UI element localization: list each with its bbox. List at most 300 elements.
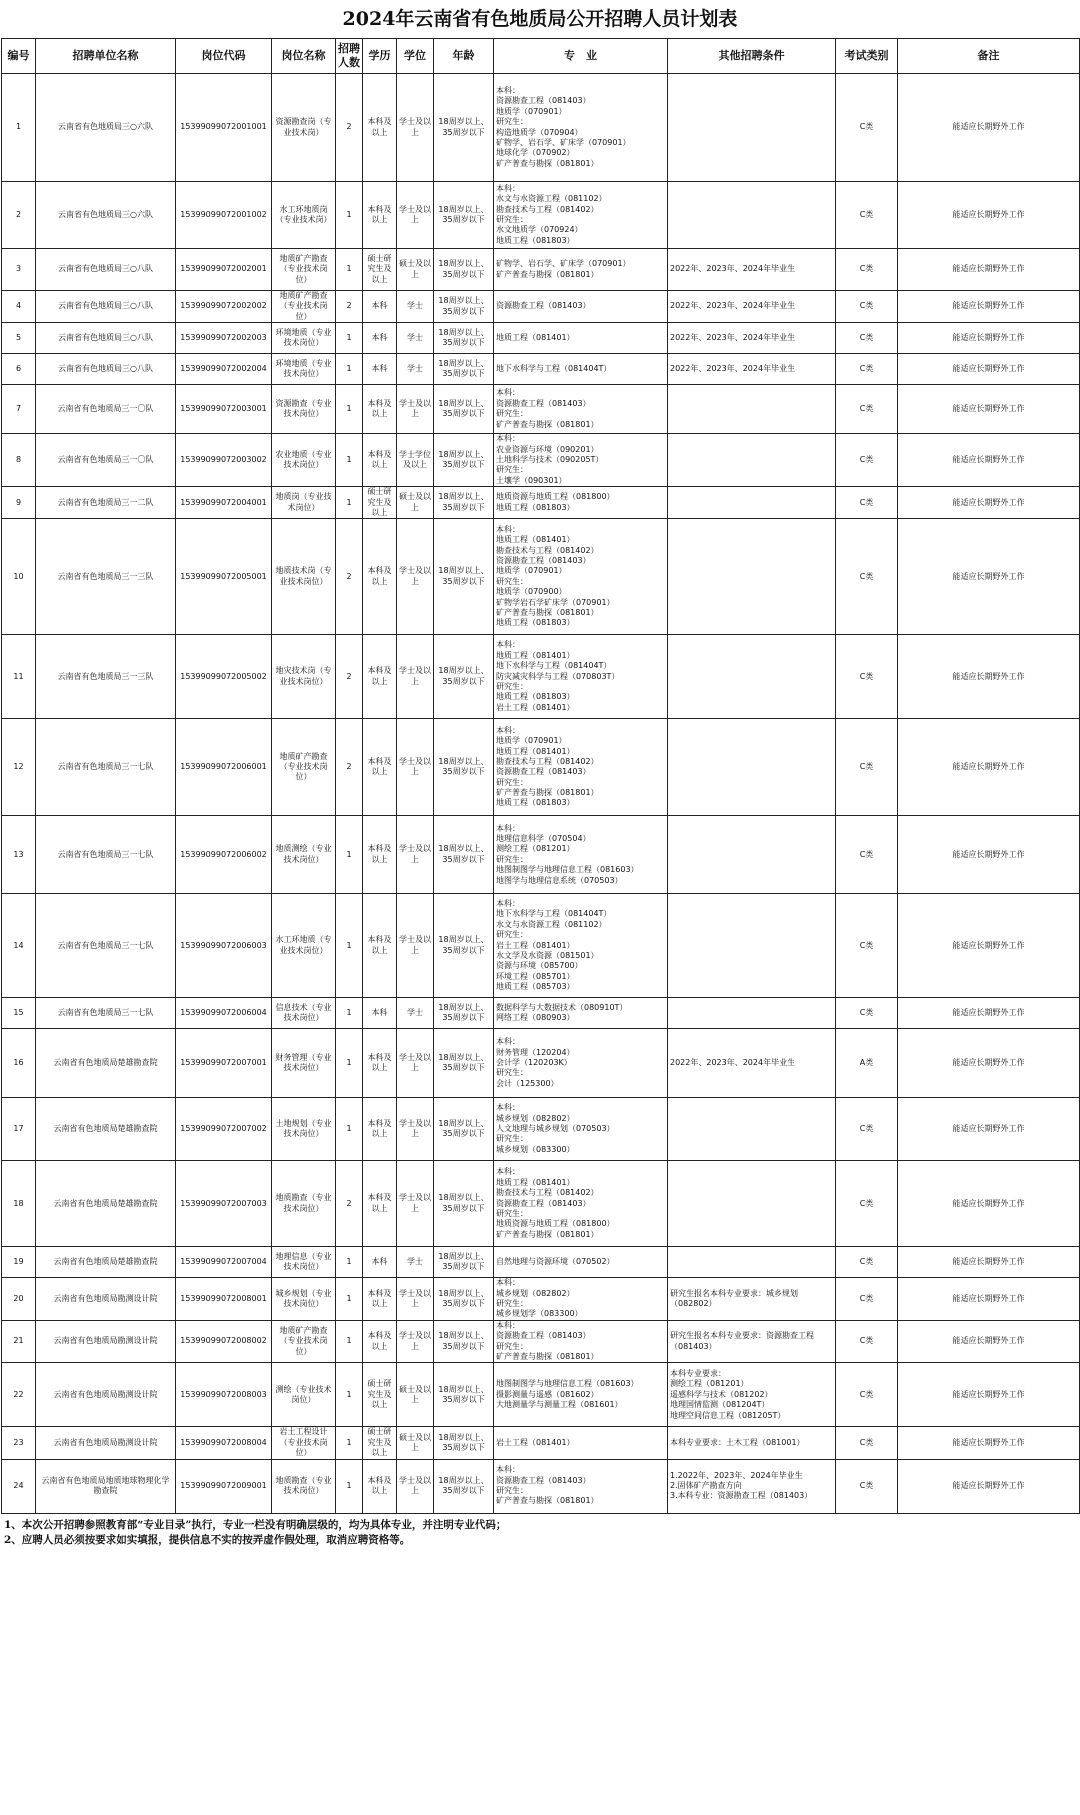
cell-deg: 学士 [397,323,434,354]
cell-exam: C类 [836,1427,898,1459]
table-row [2,1320,1080,1363]
cell-age: 18周岁以上、35周岁以下 [434,719,494,816]
header-col-code: 岗位代码 [176,39,272,74]
cell-exam: C类 [836,1278,898,1321]
cell-post: 地理信息（专业技术岗位） [272,1247,336,1278]
cell-exam: C类 [836,434,898,487]
cell-unit: 云南省有色地质局三○八队 [36,291,176,323]
cell-age: 18周岁以上、35周岁以下 [434,323,494,354]
cell-major: 本科： 农业资源与环境（090201） 土地科学与技术（090205T） 研究生： 土壤学（090301） [494,434,668,487]
header-col-deg: 学位 [397,39,434,74]
cell-no: 18 [2,1161,36,1247]
cell-num: 1 [336,434,363,487]
cell-unit: 云南省有色地质局楚雄勘查院 [36,1098,176,1161]
cell-post: 地质矿产勘查（专业技术岗位） [272,1320,336,1363]
cell-code: 15399099072004001 [176,487,272,519]
cell-age: 18周岁以上、35周岁以下 [434,1278,494,1321]
cell-code: 15399099072006004 [176,998,272,1029]
cell-remark: 能适应长期野外工作 [898,1161,1080,1247]
cell-unit: 云南省有色地质局勘测设计院 [36,1320,176,1363]
table-row [2,291,1080,323]
cell-num: 1 [336,1427,363,1459]
cell-num: 1 [336,249,363,291]
cell-deg: 硕士及以上 [397,487,434,519]
cell-exam: C类 [836,894,898,998]
cell-remark: 能适应长期野外工作 [898,635,1080,719]
cell-age: 18周岁以上、35周岁以下 [434,1098,494,1161]
cell-code: 15399099072009001 [176,1459,272,1513]
cell-age: 18周岁以上、35周岁以下 [434,182,494,249]
cell-deg: 学士及以上 [397,1320,434,1363]
cell-remark: 能适应长期野外工作 [898,1098,1080,1161]
cell-edu: 本科及以上 [363,182,397,249]
cell-num: 2 [336,291,363,323]
cell-no: 14 [2,894,36,998]
cell-num: 1 [336,894,363,998]
cell-unit: 云南省有色地质局三一三队 [36,519,176,635]
cell-no: 9 [2,487,36,519]
cell-exam: A类 [836,1029,898,1098]
table-row [2,487,1080,519]
header-col-age: 年龄 [434,39,494,74]
cell-remark: 能适应长期野外工作 [898,74,1080,182]
cell-no: 4 [2,291,36,323]
cell-other [668,635,836,719]
cell-remark: 能适应长期野外工作 [898,1363,1080,1427]
cell-exam: C类 [836,635,898,719]
cell-other [668,1247,836,1278]
table-row [2,1427,1080,1459]
cell-post: 城乡规划（专业技术岗位） [272,1278,336,1321]
cell-no: 8 [2,434,36,487]
cell-remark: 能适应长期野外工作 [898,1427,1080,1459]
cell-age: 18周岁以上、35周岁以下 [434,1161,494,1247]
cell-other [668,894,836,998]
cell-remark: 能适应长期野外工作 [898,182,1080,249]
header-col-edu: 学历 [363,39,397,74]
cell-unit: 云南省有色地质局三○六队 [36,182,176,249]
cell-code: 15399099072007004 [176,1247,272,1278]
cell-exam: C类 [836,1247,898,1278]
cell-edu: 本科 [363,998,397,1029]
cell-no: 6 [2,354,36,385]
cell-age: 18周岁以上、35周岁以下 [434,519,494,635]
cell-major: 本科： 地质工程（081401） 地下水科学与工程（081404T） 防灾减灾科学与工程（070803T） 研究生： 地质工程（081803） 岩土工程（081401） [494,635,668,719]
cell-age: 18周岁以上、35周岁以下 [434,1247,494,1278]
cell-exam: C类 [836,519,898,635]
cell-num: 2 [336,635,363,719]
cell-post: 环境地质（专业技术岗位） [272,323,336,354]
cell-edu: 本科 [363,1247,397,1278]
cell-age: 18周岁以上、35周岁以下 [434,1029,494,1098]
cell-remark: 能适应长期野外工作 [898,1247,1080,1278]
cell-other: 2022年、2023年、2024年毕业生 [668,1029,836,1098]
cell-deg: 学士及以上 [397,1161,434,1247]
cell-age: 18周岁以上、35周岁以下 [434,1459,494,1513]
cell-unit: 云南省有色地质局三一七队 [36,998,176,1029]
header-col-major: 专 业 [494,39,668,74]
cell-major: 本科： 地下水科学与工程（081404T） 水文与水资源工程（081102） 研究生： 岩土工程（081401） 水文学及水资源（081501） 资源与环境（085700） 环境工程（085701） 地质工程（085703） [494,894,668,998]
cell-major: 本科： 资源勘查工程（081403） 地质学（070901） 研究生： 构造地质学（070904） 矿物学、岩石学、矿床学（070901） 地球化学（070902） 矿产普查与勘探（081801） [494,74,668,182]
cell-num: 1 [336,1247,363,1278]
cell-other [668,998,836,1029]
cell-age: 18周岁以上、35周岁以下 [434,998,494,1029]
cell-remark: 能适应长期野外工作 [898,1278,1080,1321]
cell-deg: 学士及以上 [397,719,434,816]
cell-unit: 云南省有色地质局三一〇队 [36,434,176,487]
cell-no: 13 [2,816,36,894]
cell-code: 15399099072002003 [176,323,272,354]
cell-post: 地质测绘（专业技术岗位） [272,816,336,894]
cell-exam: C类 [836,291,898,323]
cell-deg: 学士及以上 [397,1278,434,1321]
table-row [2,719,1080,816]
cell-no: 3 [2,249,36,291]
cell-other: 2022年、2023年、2024年毕业生 [668,291,836,323]
cell-remark: 能适应长期野外工作 [898,323,1080,354]
cell-num: 1 [336,487,363,519]
cell-age: 18周岁以上、35周岁以下 [434,1363,494,1427]
cell-code: 15399099072002004 [176,354,272,385]
cell-edu: 本科及以上 [363,816,397,894]
cell-exam: C类 [836,1161,898,1247]
cell-deg: 学士及以上 [397,519,434,635]
cell-edu: 本科及以上 [363,385,397,434]
cell-remark: 能适应长期野外工作 [898,354,1080,385]
cell-major: 本科： 地质工程（081401） 勘查技术与工程（081402） 资源勘查工程（081403） 研究生： 地质资源与地质工程（081800） 矿产普查与勘探（081801） [494,1161,668,1247]
table-row [2,998,1080,1029]
cell-code: 15399099072003001 [176,385,272,434]
cell-major: 地质资源与地质工程（081800） 地质工程（081803） [494,487,668,519]
cell-edu: 本科 [363,291,397,323]
cell-remark: 能适应长期野外工作 [898,998,1080,1029]
table-row [2,1278,1080,1321]
cell-unit: 云南省有色地质局楚雄勘查院 [36,1161,176,1247]
cell-deg: 学士及以上 [397,1098,434,1161]
cell-post: 财务管理（专业技术岗位） [272,1029,336,1098]
cell-edu: 本科及以上 [363,1161,397,1247]
cell-major: 本科： 地理信息科学（070504） 测绘工程（081201） 研究生： 地图制图学与地理信息工程（081603） 地图学与地理信息系统（070503） [494,816,668,894]
cell-deg: 学士 [397,354,434,385]
cell-major: 岩土工程（081401） [494,1427,668,1459]
cell-deg: 学士及以上 [397,182,434,249]
table-row [2,434,1080,487]
cell-code: 15399099072008003 [176,1363,272,1427]
table-row [2,74,1080,182]
cell-num: 1 [336,1363,363,1427]
cell-code: 15399099072002002 [176,291,272,323]
cell-age: 18周岁以上、35周岁以下 [434,291,494,323]
cell-post: 水工环地质（专业技术岗位） [272,894,336,998]
cell-num: 1 [336,182,363,249]
cell-code: 15399099072005001 [176,519,272,635]
cell-deg: 硕士及以上 [397,1427,434,1459]
cell-unit: 云南省有色地质局勘测设计院 [36,1427,176,1459]
cell-unit: 云南省有色地质局三○八队 [36,354,176,385]
cell-age: 18周岁以上、35周岁以下 [434,1427,494,1459]
cell-exam: C类 [836,354,898,385]
cell-other: 研究生报名本科专业要求：城乡规划（082802） [668,1278,836,1321]
cell-other: 2022年、2023年、2024年毕业生 [668,249,836,291]
cell-major: 本科： 城乡规划（082802） 研究生： 城乡规划学（083300） [494,1278,668,1321]
cell-code: 15399099072007001 [176,1029,272,1098]
cell-deg: 学士及以上 [397,74,434,182]
cell-no: 7 [2,385,36,434]
header-col-exam: 考试类别 [836,39,898,74]
table-row [2,1247,1080,1278]
cell-code: 15399099072003002 [176,434,272,487]
cell-other [668,519,836,635]
table-row [2,1098,1080,1161]
footnote: 2、应聘人员必须按要求如实填报，提供信息不实的按弄虚作假处理，取消应聘资格等。 [4,1534,411,1547]
header-col-remark: 备注 [898,39,1080,74]
cell-unit: 云南省有色地质局三一〇队 [36,385,176,434]
cell-age: 18周岁以上、35周岁以下 [434,894,494,998]
cell-unit: 云南省有色地质局三一七队 [36,719,176,816]
cell-deg: 硕士及以上 [397,1363,434,1427]
cell-post: 地灾技术岗（专业技术岗位） [272,635,336,719]
cell-remark: 能适应长期野外工作 [898,249,1080,291]
cell-post: 水工环地质岗（专业技术岗） [272,182,336,249]
cell-unit: 云南省有色地质局地质地球物理化学勘查院 [36,1459,176,1513]
cell-edu: 硕士研究生及以上 [363,1363,397,1427]
cell-other: 本科专业要求： 测绘工程（081201） 遥感科学与技术（081202） 地理国情监测（081204T） 地理空间信息工程（081205T） [668,1363,836,1427]
cell-age: 18周岁以上、35周岁以下 [434,354,494,385]
cell-code: 15399099072006001 [176,719,272,816]
footnote: 1、本次公开招聘参照教育部“专业目录”执行，专业一栏没有明确层级的，均为具体专业，并注明专业代码； [4,1518,507,1531]
table-row [2,385,1080,434]
cell-age: 18周岁以上、35周岁以下 [434,385,494,434]
cell-exam: C类 [836,1459,898,1513]
table-row [2,249,1080,291]
cell-code: 15399099072008004 [176,1427,272,1459]
cell-other [668,1161,836,1247]
cell-unit: 云南省有色地质局三一七队 [36,816,176,894]
cell-unit: 云南省有色地质局三○六队 [36,74,176,182]
cell-deg: 学士及以上 [397,635,434,719]
page-title: 2024年云南省有色地质局公开招聘人员计划表 [342,8,738,30]
cell-major: 本科： 资源勘查工程（081403） 研究生： 矿产普查与勘探（081801） [494,385,668,434]
cell-remark: 能适应长期野外工作 [898,519,1080,635]
cell-edu: 硕士研究生及以上 [363,487,397,519]
header-col-other: 其他招聘条件 [668,39,836,74]
cell-major: 本科： 地质学（070901） 地质工程（081401） 勘查技术与工程（081402） 资源勘查工程（081403） 研究生： 矿产普查与勘探（081801） 地质工程（081803） [494,719,668,816]
cell-major: 本科： 资源勘查工程（081403） 研究生： 矿产普查与勘探（081801） [494,1320,668,1363]
cell-post: 资源勘查（专业技术岗位） [272,385,336,434]
cell-other: 研究生报名本科专业要求：资源勘查工程（081403） [668,1320,836,1363]
cell-other: 2022年、2023年、2024年毕业生 [668,323,836,354]
cell-edu: 本科及以上 [363,74,397,182]
cell-edu: 本科及以上 [363,894,397,998]
cell-num: 1 [336,1320,363,1363]
cell-remark: 能适应长期野外工作 [898,487,1080,519]
cell-age: 18周岁以上、35周岁以下 [434,487,494,519]
cell-edu: 硕士研究生及以上 [363,249,397,291]
cell-exam: C类 [836,74,898,182]
cell-major: 地图制图学与地理信息工程（081603） 摄影测量与遥感（081602） 大地测量学与测量工程（081601） [494,1363,668,1427]
table-row [2,1161,1080,1247]
table-row [2,816,1080,894]
cell-post: 信息技术（专业技术岗位） [272,998,336,1029]
cell-code: 15399099072001001 [176,74,272,182]
cell-exam: C类 [836,385,898,434]
cell-num: 1 [336,1029,363,1098]
table-row [2,323,1080,354]
cell-deg: 学士及以上 [397,1029,434,1098]
cell-age: 18周岁以上、35周岁以下 [434,74,494,182]
cell-no: 17 [2,1098,36,1161]
cell-edu: 本科及以上 [363,1029,397,1098]
cell-other: 2022年、2023年、2024年毕业生 [668,354,836,385]
cell-remark: 能适应长期野外工作 [898,816,1080,894]
table-row [2,1459,1080,1513]
cell-major: 数据科学与大数据技术（080910T） 网络工程（080903） [494,998,668,1029]
cell-major: 矿物学、岩石学、矿床学（070901） 矿产普查与勘探（081801） [494,249,668,291]
cell-edu: 本科及以上 [363,1098,397,1161]
cell-edu: 本科及以上 [363,635,397,719]
cell-major: 本科： 水文与水资源工程（081102） 勘查技术与工程（081402） 研究生： 水文地质学（070924） 地质工程（081803） [494,182,668,249]
cell-remark: 能适应长期野外工作 [898,385,1080,434]
cell-major: 资源勘查工程（081403） [494,291,668,323]
cell-post: 地质矿产勘查（专业技术岗位） [272,719,336,816]
cell-edu: 本科及以上 [363,519,397,635]
cell-major: 本科： 城乡规划（082802） 人文地理与城乡规划（070503） 研究生： 城乡规划（083300） [494,1098,668,1161]
cell-code: 15399099072007003 [176,1161,272,1247]
cell-num: 1 [336,323,363,354]
cell-remark: 能适应长期野外工作 [898,434,1080,487]
cell-other [668,1098,836,1161]
cell-no: 22 [2,1363,36,1427]
cell-unit: 云南省有色地质局三○八队 [36,249,176,291]
cell-post: 岩土工程设计（专业技术岗位） [272,1427,336,1459]
cell-deg: 学士学位及以上 [397,434,434,487]
cell-post: 地质矿产勘查（专业技术岗位） [272,249,336,291]
cell-no: 24 [2,1459,36,1513]
header-col-unit: 招聘单位名称 [36,39,176,74]
cell-deg: 学士及以上 [397,816,434,894]
cell-exam: C类 [836,182,898,249]
cell-exam: C类 [836,998,898,1029]
cell-num: 1 [336,1278,363,1321]
cell-post: 测绘（专业技术岗位） [272,1363,336,1427]
cell-exam: C类 [836,1098,898,1161]
cell-deg: 硕士及以上 [397,249,434,291]
cell-deg: 学士 [397,1247,434,1278]
cell-post: 地质矿产勘查（专业技术岗位） [272,291,336,323]
cell-age: 18周岁以上、35周岁以下 [434,816,494,894]
header-col-no: 编号 [2,39,36,74]
cell-other [668,434,836,487]
cell-other [668,385,836,434]
cell-post: 环境地质（专业技术岗位） [272,354,336,385]
footnotes [0,1518,1080,1550]
cell-exam: C类 [836,249,898,291]
cell-exam: C类 [836,1363,898,1427]
cell-other: 1.2022年、2023年、2024年毕业生 2.固体矿产勘查方向 3.本科专业：资源勘查工程（081403） [668,1459,836,1513]
cell-code: 15399099072008001 [176,1278,272,1321]
cell-code: 15399099072006002 [176,816,272,894]
cell-post: 地质岗（专业技术岗位） [272,487,336,519]
cell-unit: 云南省有色地质局楚雄勘查院 [36,1029,176,1098]
cell-deg: 学士及以上 [397,1459,434,1513]
cell-num: 1 [336,816,363,894]
cell-no: 5 [2,323,36,354]
cell-no: 19 [2,1247,36,1278]
cell-other [668,816,836,894]
cell-post: 资源勘查岗（专业技术岗） [272,74,336,182]
cell-unit: 云南省有色地质局勘测设计院 [36,1278,176,1321]
cell-exam: C类 [836,719,898,816]
cell-major: 地质工程（081401） [494,323,668,354]
cell-unit: 云南省有色地质局三一二队 [36,487,176,519]
cell-other [668,487,836,519]
table-row [2,519,1080,635]
cell-no: 23 [2,1427,36,1459]
cell-no: 12 [2,719,36,816]
cell-major: 本科： 资源勘查工程（081403） 研究生： 矿产普查与勘探（081801） [494,1459,668,1513]
cell-unit: 云南省有色地质局勘测设计院 [36,1363,176,1427]
cell-num: 2 [336,519,363,635]
table-row [2,635,1080,719]
cell-no: 16 [2,1029,36,1098]
cell-major: 本科： 财务管理（120204） 会计学（120203K） 研究生： 会计（125300） [494,1029,668,1098]
cell-no: 11 [2,635,36,719]
cell-exam: C类 [836,816,898,894]
cell-deg: 学士 [397,998,434,1029]
cell-other [668,74,836,182]
cell-other: 本科专业要求：土木工程（081001） [668,1427,836,1459]
cell-remark: 能适应长期野外工作 [898,1029,1080,1098]
cell-code: 15399099072005002 [176,635,272,719]
table-row [2,1029,1080,1098]
cell-code: 15399099072007002 [176,1098,272,1161]
cell-no: 2 [2,182,36,249]
cell-num: 2 [336,1161,363,1247]
cell-post: 地质技术岗（专业技术岗位） [272,519,336,635]
cell-unit: 云南省有色地质局楚雄勘查院 [36,1247,176,1278]
cell-exam: C类 [836,323,898,354]
cell-edu: 本科及以上 [363,719,397,816]
cell-exam: C类 [836,1320,898,1363]
cell-deg: 学士及以上 [397,385,434,434]
cell-code: 15399099072008002 [176,1320,272,1363]
cell-deg: 学士 [397,291,434,323]
cell-no: 15 [2,998,36,1029]
cell-unit: 云南省有色地质局三一三队 [36,635,176,719]
cell-edu: 本科及以上 [363,434,397,487]
cell-post: 地质勘查（专业技术岗位） [272,1161,336,1247]
cell-code: 15399099072002001 [176,249,272,291]
cell-major: 地下水科学与工程（081404T） [494,354,668,385]
recruitment-table [1,38,1080,1514]
cell-num: 1 [336,354,363,385]
cell-edu: 本科及以上 [363,1459,397,1513]
cell-num: 1 [336,1459,363,1513]
cell-unit: 云南省有色地质局三○八队 [36,323,176,354]
cell-edu: 本科及以上 [363,1320,397,1363]
cell-other [668,182,836,249]
header-col-num: 招聘人数 [336,39,363,74]
cell-major: 自然地理与资源环境（070502） [494,1247,668,1278]
cell-age: 18周岁以上、35周岁以下 [434,434,494,487]
cell-no: 10 [2,519,36,635]
cell-num: 2 [336,719,363,816]
cell-no: 21 [2,1320,36,1363]
cell-num: 2 [336,74,363,182]
cell-post: 地质勘查（专业技术岗位） [272,1459,336,1513]
table-row [2,182,1080,249]
table-header-row [2,39,1080,74]
